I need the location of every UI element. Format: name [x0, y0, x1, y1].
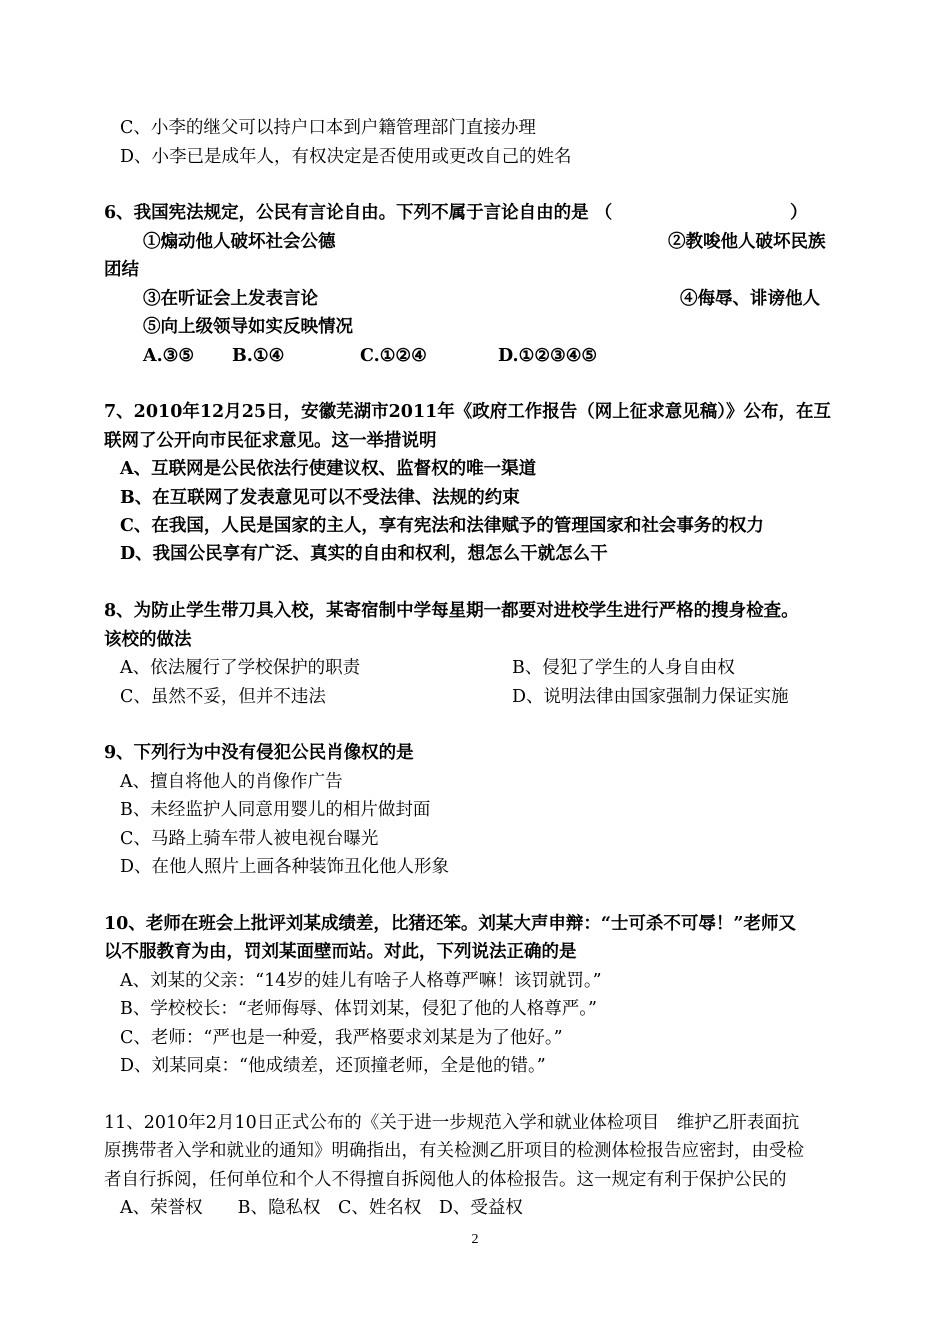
q7-stem-line2: 联网了公开向市民征求意见。这一举措说明 — [104, 431, 437, 451]
q10-option-a: A、刘某的父亲：“14岁的娃儿有啥子人格尊严嘛！该罚就罚。” — [120, 971, 602, 991]
q10-stem-line2: 以不服教育为由，罚刘某面壁而站。对此，下列说法正确的是 — [104, 942, 577, 962]
q7-stem-line1: 7、2010年12月25日，安徽芜湖市2011年《政府工作报告（网上征求意见稿）》公布，在互 — [104, 402, 832, 422]
q8-option-a: A、依法履行了学校保护的职责 — [120, 658, 361, 678]
q6-item-2: ②教唆他人破坏民族 — [668, 232, 826, 252]
q10-option-c: C、老师：“严也是一种爱，我严格要求刘某是为了他好。” — [120, 1028, 563, 1048]
q8-stem-line1: 8、为防止学生带刀具入校，某寄宿制中学每星期一都要对进校学生进行严格的搜身检查。 — [104, 601, 799, 621]
q10-option-d: D、刘某同桌：“他成绩差，还顶撞老师，全是他的错。” — [120, 1056, 546, 1076]
q9-option-b: B、未经监护人同意用婴儿的相片做封面 — [120, 800, 431, 820]
q11-stem-line1: 11、2010年2月10日正式公布的《关于进一步规范入学和就业体检项目 维护乙肝表面抗 — [104, 1113, 800, 1133]
page-number: 2 — [471, 1232, 479, 1247]
q6-item-2-cont: 团结 — [104, 260, 139, 280]
q11-options: A、荣誉权 B、隐私权 C、姓名权 D、受益权 — [120, 1198, 523, 1218]
q6-paren-close: ） — [790, 203, 808, 223]
q8-stem-line2: 该校的做法 — [104, 630, 192, 650]
q11-stem-line2: 原携带者入学和就业的通知》明确指出，有关检测乙肝项目的检测体检报告应密封，由受检 — [104, 1141, 804, 1161]
q6-option-b: B.①④ — [232, 346, 285, 366]
q9-option-d: D、在他人照片上画各种装饰丑化他人形象 — [120, 857, 450, 877]
q8-option-b: B、侵犯了学生的人身自由权 — [512, 658, 735, 678]
q10-stem-line1: 10、老师在班会上批评刘某成绩差，比猪还笨。刘某大声申辩：“士可杀不可辱！”老师又 — [104, 914, 796, 934]
q6-item-3: ③在听证会上发表言论 — [143, 289, 318, 309]
q9-option-a: A、擅自将他人的肖像作广告 — [120, 772, 343, 792]
q7-option-b: B、在互联网了发表意见可以不受法律、法规的约束 — [120, 488, 520, 508]
q11-stem-line3: 者自行拆阅，任何单位和个人不得擅自拆阅他人的体检报告。这一规定有利于保护公民的 — [104, 1170, 787, 1190]
q6-item-5: ⑤向上级领导如实反映情况 — [143, 317, 353, 337]
q9-option-c: C、马路上骑车带人被电视台曝光 — [120, 829, 379, 849]
q10-option-b: B、学校校长：“老师侮辱、体罚刘某，侵犯了他的人格尊严。” — [120, 999, 598, 1019]
q6-option-c: C.①②④ — [360, 346, 427, 366]
q9-stem: 9、下列行为中没有侵犯公民肖像权的是 — [104, 743, 414, 763]
q6-option-d: D.①②③④⑤ — [498, 346, 598, 366]
q7-option-a: A、互联网是公民依法行使建议权、监督权的唯一渠道 — [120, 459, 537, 479]
q8-option-d: D、说明法律由国家强制力保证实施 — [512, 687, 789, 707]
q7-option-c: C、在我国，人民是国家的主人，享有宪法和法律赋予的管理国家和社会事务的权力 — [120, 516, 764, 536]
q5-option-d: D、小李已是成年人，有权决定是否使用或更改自己的姓名 — [120, 147, 572, 167]
q7-option-d: D、我国公民享有广泛、真实的自由和权利，想怎么干就怎么干 — [120, 544, 608, 564]
q6-item-4: ④侮辱、诽谤他人 — [680, 289, 820, 309]
q5-option-c: C、小李的继父可以持户口本到户籍管理部门直接办理 — [120, 118, 536, 138]
q6-option-a: A.③⑤ — [143, 346, 195, 366]
q8-option-c: C、虽然不妥，但并不违法 — [120, 687, 326, 707]
q6-item-1: ①煽动他人破坏社会公德 — [143, 232, 336, 252]
q6-stem: 6、我国宪法规定，公民有言论自由。下列不属于言论自由的是 （ — [104, 203, 613, 223]
